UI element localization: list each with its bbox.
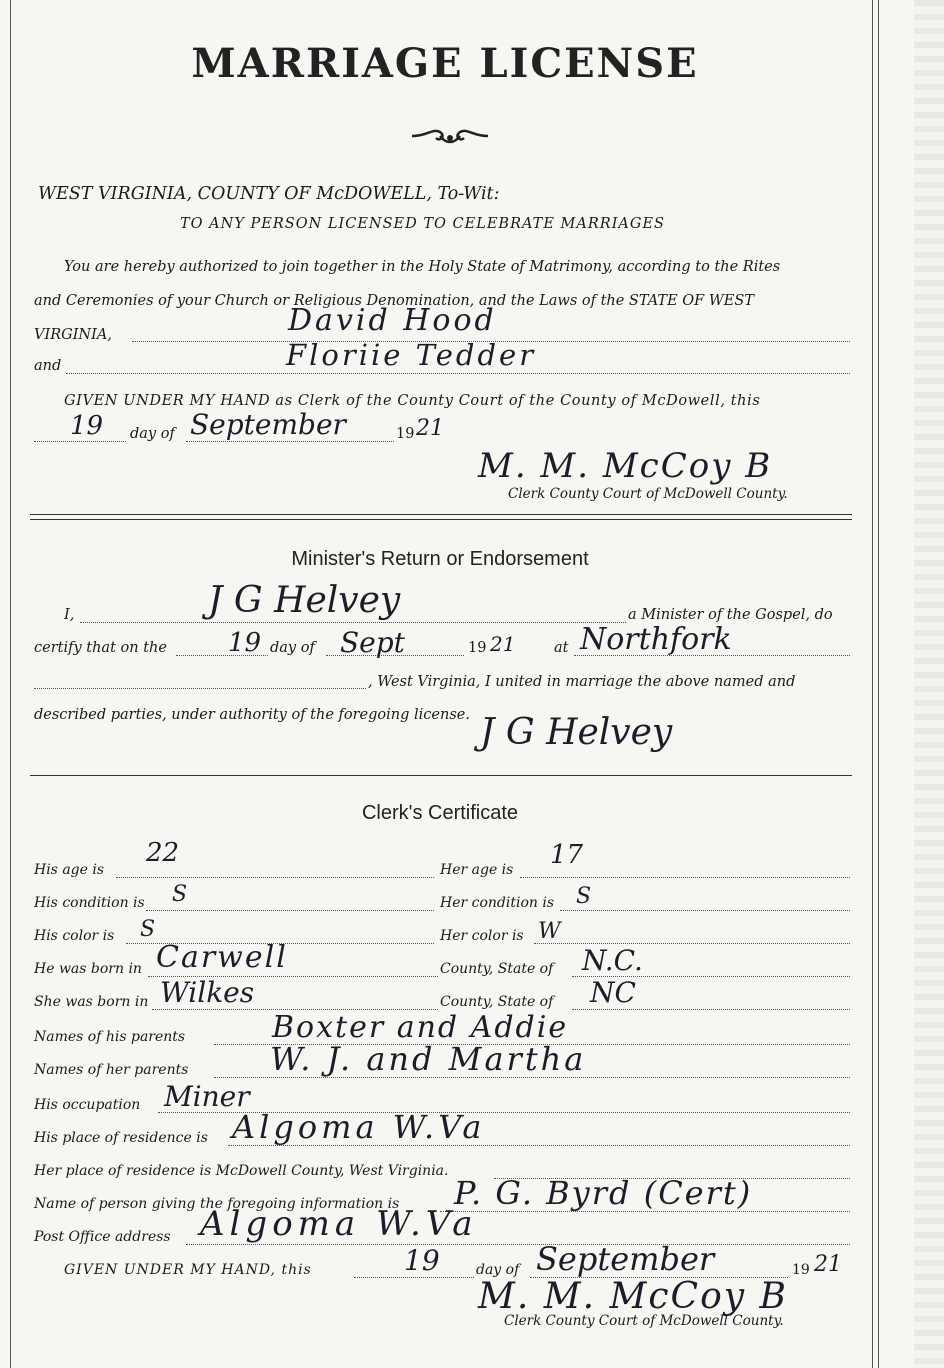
his-condition-label: His condition is — [34, 895, 145, 911]
minister-at-label: at — [554, 640, 569, 656]
license-clerk-signature: M. M. McCoy B — [478, 446, 773, 486]
clerk-certificate-title: Clerk's Certificate — [361, 802, 519, 824]
his-condition-dotted — [146, 910, 434, 911]
clerk-day: 19 — [404, 1244, 440, 1277]
informant-label: Name of person giving the foregoing information is — [34, 1196, 400, 1212]
minister-month: Sept — [340, 626, 405, 659]
post-office: Algoma W.Va — [200, 1204, 478, 1244]
his-parents-label: Names of his parents — [34, 1029, 186, 1045]
her-parents-label: Names of her parents — [34, 1062, 189, 1078]
he-county-state-label: County, State of — [440, 961, 554, 977]
clerk-signature: M. M. McCoy B — [478, 1276, 788, 1317]
her-residence-label: Her place of residence is McDowell County, West Virginia. — [34, 1163, 449, 1179]
his-age-dotted — [116, 877, 434, 878]
license-day-dotted — [34, 441, 126, 442]
virginia-label: VIRGINIA, — [34, 327, 112, 343]
minister-of-gospel-label: a Minister of the Gospel, do — [628, 607, 833, 623]
her-age-label: Her age is — [440, 862, 514, 878]
his-parents: Boxter and Addie — [272, 1010, 569, 1045]
right-margin-rule-2 — [878, 0, 879, 1368]
she-county-state-label: County, State of — [440, 994, 554, 1010]
she-state-dotted — [572, 1009, 850, 1010]
clerk-title: Clerk County Court of McDowell County. — [504, 1313, 784, 1329]
his-residence: Algoma W.Va — [232, 1108, 486, 1146]
he-born: Carwell — [156, 940, 288, 975]
minister-year-prefix: 19 — [468, 640, 487, 656]
page-edge-strip — [914, 0, 944, 1368]
clerk-day-of-label: day of — [476, 1262, 520, 1278]
her-condition-label: Her condition is — [440, 895, 555, 911]
clerk-month: September — [536, 1240, 715, 1278]
her-color: W — [538, 919, 561, 944]
minister-day-of-label: day of — [270, 640, 315, 656]
her-color-label: Her color is — [440, 928, 524, 944]
license-year-suffix: 21 — [416, 416, 444, 441]
minister-name: J G Helvey — [208, 580, 401, 621]
clerk-day-dotted — [354, 1277, 474, 1278]
license-year-prefix: 19 — [396, 426, 415, 442]
her-condition-dotted — [560, 910, 850, 911]
she-born: Wilkes — [160, 976, 255, 1009]
groom-name: David Hood — [288, 303, 497, 338]
his-occupation-label: His occupation — [34, 1097, 141, 1113]
minister-i-label: I, — [64, 607, 75, 623]
section-divider-minister — [30, 514, 852, 520]
minister-signature: J G Helvey — [480, 712, 673, 753]
his-color: S — [140, 917, 156, 942]
post-office-dotted — [186, 1244, 850, 1245]
his-occupation: Miner — [164, 1080, 250, 1113]
to-any-person-line: TO ANY PERSON LICENSED TO CELEBRATE MARRIAGES — [180, 216, 665, 232]
left-margin-rule — [10, 0, 11, 1368]
minister-day: 19 — [228, 628, 262, 658]
clerk-given-label: GIVEN UNDER MY HAND, this — [64, 1262, 312, 1278]
license-day-of-label: day of — [130, 426, 175, 442]
her-parents: W. J. and Martha — [270, 1040, 587, 1078]
license-text-line2: and Ceremonies of your Church or Religious Denomination, and the Laws of the STATE OF WEST — [34, 293, 754, 309]
his-condition: S — [172, 882, 188, 907]
she-born-label: She was born in — [34, 994, 149, 1010]
described-parties-line: described parties, under authority of the foregoing license. — [34, 707, 470, 723]
license-text-line1: You are hereby authorized to join together in the Holy State of Matrimony, according to the Rites — [64, 259, 781, 275]
section-divider-clerk — [30, 775, 852, 776]
license-clerk-title: Clerk County Court of McDowell County. — [508, 486, 788, 502]
her-condition: S — [576, 884, 592, 909]
her-age-dotted — [520, 877, 850, 878]
license-month-dotted — [186, 441, 394, 442]
his-residence-label: His place of residence is — [34, 1130, 208, 1146]
minister-place: Northfork — [580, 622, 732, 657]
he-born-label: He was born in — [34, 961, 142, 977]
his-color-label: His color is — [34, 928, 115, 944]
bride-dotted-line — [66, 373, 850, 374]
her-age: 17 — [550, 840, 584, 870]
minister-county-dotted — [34, 688, 366, 689]
clerk-year-suffix: 21 — [814, 1252, 842, 1277]
given-under-hand-line: GIVEN UNDER MY HAND as Clerk of the County Court of the County of McDowell, this — [64, 393, 761, 409]
minister-year-suffix: 21 — [490, 632, 516, 656]
and-label: and — [34, 358, 62, 374]
clerk-year-prefix: 19 — [792, 1262, 810, 1278]
he-state: N.C. — [582, 944, 643, 977]
ornament-flourish — [410, 124, 490, 148]
west-virginia-united-line: , West Virginia, I united in marriage the above named and — [368, 674, 796, 690]
minister-name-dotted — [80, 622, 626, 623]
license-day: 19 — [70, 411, 104, 441]
informant: P. G. Byrd (Cert) — [454, 1174, 753, 1212]
license-month: September — [190, 408, 346, 441]
his-age-label: His age is — [34, 862, 105, 878]
his-age: 22 — [146, 838, 180, 868]
minister-section-title: Minister's Return or Endorsement — [291, 548, 589, 570]
post-office-label: Post Office address — [34, 1229, 171, 1245]
certify-label: certify that on the — [34, 640, 167, 656]
document-title: MARRIAGE LICENSE — [191, 40, 699, 87]
bride-name: Floriie Tedder — [286, 338, 537, 372]
right-margin-rule — [872, 0, 873, 1368]
she-state: NC — [590, 976, 636, 1009]
state-county-line: WEST VIRGINIA, COUNTY OF McDOWELL, To-Wit: — [38, 184, 500, 204]
